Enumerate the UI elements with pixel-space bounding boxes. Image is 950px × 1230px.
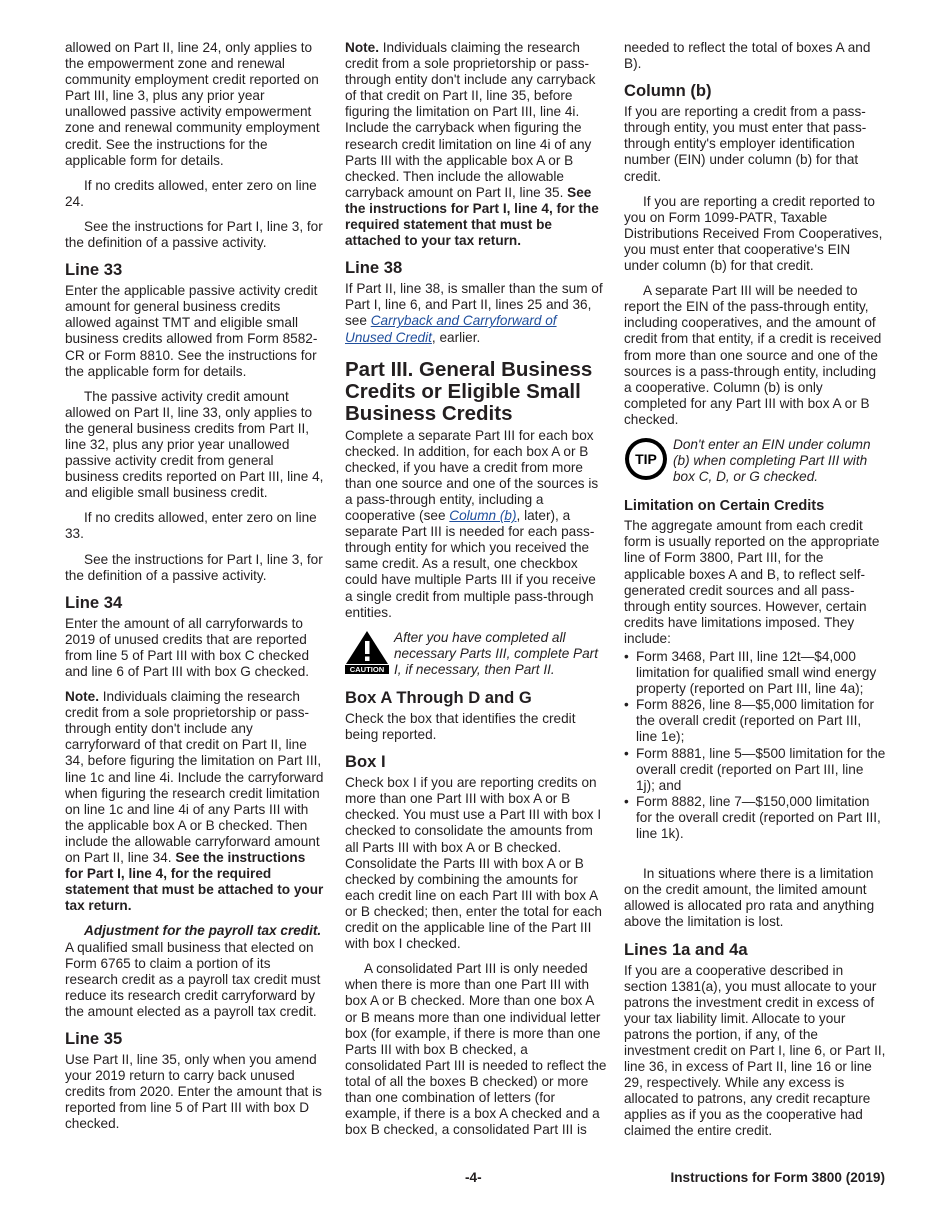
note-paragraph: [345, 40, 607, 249]
payroll-adjustment-paragraph: [65, 923, 327, 1020]
heading-lines-1a-4a: Lines 1a and 4a: [624, 939, 748, 959]
list-item-text: Form 8881, line 5—$500 limitation for the overall credit (reported on Part III, line 1j); and: [636, 745, 886, 793]
paragraph: If you are a cooperative described in section 1381(a), you must allocate to your patrons the investment credit in excess of your tax liability limit. Allocate to your patrons the portion, if any, of the investment credit on Part I, line 6, or Part II, line 36, in excess of Part II, line 16 or line 29, respectively. While any excess is allocated to patrons, any credit recapture applies as if you as the cooperative had claimed the entire credit.: [624, 962, 886, 1139]
page-number: -4-: [465, 1170, 482, 1185]
paragraph: If no credits allowed, enter zero on line 33.: [65, 510, 317, 542]
paragraph: See the instructions for Part I, line 3, for the definition of a passive activity.: [65, 218, 323, 251]
column-3: [624, 40, 886, 1149]
list-item: [624, 649, 886, 697]
heading-part-iii: Part III. General Business Credits or Eligible Small Business Credits: [345, 357, 593, 425]
paragraph: If you are reporting a credit from a pass-through entity, you must enter that pass-through entity's employer identification number (EIN) under column (b) for that credit.: [624, 104, 867, 184]
list-item: [624, 746, 886, 794]
paragraph: The passive activity credit amount allowed on Part II, line 33, only applies to the general business credits from Part II, line 32, plus any prior year unallowed passive activity credit from general business credits reported on Part III, line 4, and eligible small business credit.: [65, 388, 324, 501]
paragraph: Check the box that identifies the credit being reported.: [345, 711, 576, 743]
paragraph: The aggregate amount from each credit form is usually reported on the appropriate line of Form 3800, Part III, for the applicable boxes A and B, to reflect self-generated credit sources and all pass-through entity sources. However, certain credits have limitations imposed. They include:: [624, 518, 880, 646]
heading-column-b: Column (b): [624, 81, 712, 101]
heading-box-a-through-d: Box A Through D and G: [345, 688, 532, 707]
tip-text: Don't enter an EIN under column (b) when completing Part III with box C, D, or G checked.: [673, 436, 871, 485]
link-column-b[interactable]: Column (b): [449, 508, 517, 524]
paragraph: In situations where there is a limitation on the credit amount, the limited amount allowed is allocated pro rata and anything above the limitation is lost.: [624, 866, 875, 930]
paragraph: needed to reflect the total of boxes A and B).: [624, 40, 871, 72]
list-item: [624, 794, 886, 842]
caution-icon: [345, 630, 389, 674]
caution-label: CAUTION: [349, 664, 385, 674]
tip-label: TIP: [635, 450, 657, 467]
note-label: Note.: [345, 40, 379, 55]
heading-limitation: Limitation on Certain Credits: [624, 498, 825, 515]
list-item: [624, 697, 886, 745]
heading-line-33: Line 33: [65, 260, 123, 280]
paragraph: If you are reporting a credit reported to you on Form 1099-PATR, Taxable Distributions Received From Cooperatives, you must enter that cooperative's EIN under column (b) for that credit.: [624, 193, 883, 274]
list-item-text: Form 3468, Part III, line 12t—$4,000 limitation for qualified small wind energy property (reported on Part III, line 4a);: [636, 649, 877, 697]
paragraph: [345, 428, 607, 621]
note-paragraph: [65, 689, 327, 914]
paragraph: Enter the applicable passive activity credit amount for general business credits allowed against TMT and eligible small business credits allowed from Form 8582-CR or Form 8810. See the instructions for the applicable form for details.: [65, 283, 318, 379]
column-1: [65, 40, 327, 1141]
text-span: If Part II, line 38, is smaller than the sum of Part I, line 6, and Part II, lines 25 and 36, see: [345, 281, 603, 329]
list-item-text: Form 8826, line 8—$5,000 limitation for the overall credit (reported on Part III, line 1e);: [636, 697, 875, 745]
heading-line-34: Line 34: [65, 592, 123, 612]
note-bold-text: See the instructions for Part I, line 4, for the required statement that must be attached to your tax return.: [65, 850, 324, 914]
paragraph: A separate Part III will be needed to report the EIN of the pass-through entity, including cooperatives, and the amount of credit from that entity, if a credit is received from more than one source and one of the sources is a pass-through entity, including a cooperative. Column (b) is only completed for any Part III with box A or B checked.: [624, 283, 882, 427]
tip-box: [624, 437, 886, 485]
text-span: , later), a separate Part III is needed for each pass-through entity for which you received the same credit. As a result, one checkbox could have multiple Parts III if you receive a single credit from multiple pass-through entities.: [345, 508, 596, 620]
caution-box: [345, 630, 607, 678]
text-span: Complete a separate Part III for each box checked. In addition, for each box A or B checked, if you have a credit from more than one source and one of the sources is a pass-through entity, including a cooperative (see: [345, 427, 599, 524]
adjustment-label: Adjustment for the payroll tax credit.: [84, 923, 322, 939]
paragraph: Use Part II, line 35, only when you amend your 2019 return to carry back unused credits from 2020. Enter the amount that is reported from line 5 of Part III with box D checked.: [65, 1051, 322, 1132]
paragraph: See the instructions for Part I, line 3, for the definition of a passive activity.: [65, 551, 323, 583]
note-text: Individuals claiming the research credit from a sole proprietorship or pass-through entity don't include any carryback of that credit on Part II, line 35, before figuring the limitation on Part III, line 4i. Include the carryback when figuring the research credit limitation on line 4i of any Parts III with the applicable box A or B checked. Then include the allowable carryback amount on Part II, line 35.: [345, 40, 596, 200]
note-bold-text: See the instructions for Part I, line 4, for the required statement that must be attached to your tax return.: [345, 184, 599, 249]
paragraph: [345, 281, 607, 345]
heading-box-i: Box I: [345, 752, 386, 772]
note-text: Individuals claiming the research credit from a sole proprietorship or pass-through entity don't include any carryforward of that credit on Part II, line 34, before figuring the limitation on Part III, line 1c and line 4i. Include the carryforward when figuring the research credit limitation on line 1c and line 4i of any Parts III with the applicable box A or B checked. Then include the allowable carryforward amount on Part II, line 34.: [65, 689, 324, 866]
paragraph: If no credits allowed, enter zero on line 24.: [65, 177, 317, 209]
paragraph: Enter the amount of all carryforwards to 2019 of unused credits that are reported from line 5 of Part III with box C checked and line 6 of Part III with box G checked.: [65, 615, 310, 679]
paragraph: Check box I if you are reporting credits on more than one Part III with box A or B checked. You must use a Part III with box I checked to consolidate the amounts from all Parts III with box A or B checked. Consolidate the Parts III with box A or B checked by combining the amounts for each credit line on each Part III with box A or B checked; then, enter the total for each credit on the applicable line of the Part III with box I checked.: [345, 775, 602, 952]
heading-line-38: Line 38: [345, 258, 403, 278]
text-span: , earlier.: [431, 329, 481, 345]
list-item-text: Form 8882, line 7—$150,000 limitation for the overall credit (reported on Part III, line 1k).: [636, 793, 881, 842]
link-carryback-carryforward[interactable]: Carryback and Carryforward of Unused Credit: [345, 313, 557, 345]
bullet-icon: •: [624, 697, 629, 713]
tip-icon: [624, 437, 668, 481]
bullet-icon: •: [624, 649, 629, 664]
paragraph: A consolidated Part III is only needed when there is more than one Part III with box A or B checked. More than one box A or B means more than one individual letter box (for example, if there is more than one Parts III with box B checked, a consolidated Part III is needed to reflect the total of all the boxes B checked) or more than one combination of letters (for example, if there is a box A checked and a box B checked, a consolidated Part III is: [345, 961, 607, 1138]
note-label: Note.: [65, 689, 99, 705]
heading-line-35: Line 35: [65, 1028, 123, 1048]
footer-title: Instructions for Form 3800 (2019): [670, 1170, 885, 1185]
caution-text: After you have completed all necessary Parts III, complete Part I, if necessary, then Part II.: [394, 629, 598, 677]
adjustment-text: A qualified small business that elected on Form 6765 to claim a portion of its research credit as a payroll tax credit must reduce its research credit carryforward by the amount elected as a payroll tax credit.: [65, 939, 321, 1019]
paragraph: allowed on Part II, line 24, only applies to the empowerment zone and renewal community employment credit reported on Part III, line 3, plus any prior year unallowed passive activity empowerment zone and renewal community employment credit. See the instructions for the applicable form for details.: [65, 40, 320, 168]
bullet-icon: •: [624, 793, 629, 809]
bullet-icon: •: [624, 745, 629, 761]
column-2: [345, 40, 607, 1147]
